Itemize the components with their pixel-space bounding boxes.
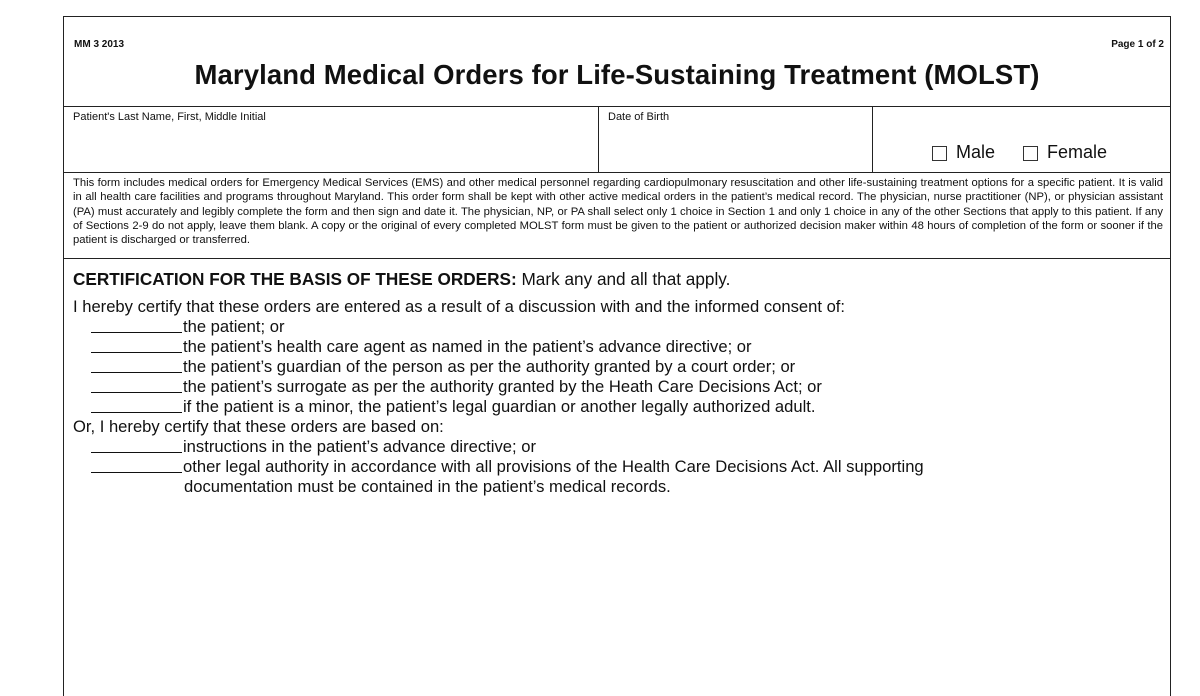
consent-option-label: the patient; or — [183, 317, 285, 336]
intro-text: This form includes medical orders for Emergency Medical Services (EMS) and other medical personnel regarding cardiopulmonary resuscitation and other life-sustaining treatment options for a specific patient. It is valid in all health care facilities and programs throughout Maryland. This order form shall be kept with other active medical orders in the patient’s medical record. The physician, nurse practitioner (NP), or physician assistant (PA) must accurately and legibly complete the form and then sign and date it. The physician, NP, or PA shall select only 1 choice in Section 1 and only 1 choice in any of the other Sections that apply to this patient. If any of Sections 2-9 do not apply, leave them blank. A copy or the original of every completed MOLST form must be given to the patient or authorized decision maker within 48 hours of completion of the form or sooner if the patient is discharged or transferred. — [73, 177, 1163, 247]
consent-blank[interactable] — [91, 337, 182, 353]
consent-option-label: the patient’s guardian of the person as per the authority granted by a court order; or — [183, 357, 796, 376]
based-option — [91, 437, 536, 457]
date-of-birth-field[interactable] — [599, 107, 873, 172]
female-option[interactable] — [1023, 142, 1107, 163]
based-intro: Or, I hereby certify that these orders are based on: — [73, 417, 444, 436]
date-of-birth-label: Date of Birth — [608, 111, 670, 123]
form-header — [64, 17, 1170, 107]
based-option-label: other legal authority in accordance with all provisions of the Health Care Decisions Act. All supporting — [183, 457, 924, 476]
male-label: Male — [956, 142, 996, 162]
consent-option — [91, 317, 284, 337]
consent-blank[interactable] — [91, 377, 182, 393]
certification-heading: CERTIFICATION FOR THE BASIS OF THESE ORDERS: — [73, 269, 517, 289]
consent-option — [91, 377, 822, 397]
patient-name-field[interactable] — [64, 107, 599, 172]
consent-blank[interactable] — [91, 397, 182, 413]
gender-cell — [874, 107, 1170, 172]
consent-option — [91, 357, 795, 377]
form-code: MM 3 2013 — [74, 39, 125, 50]
based-option — [91, 457, 924, 477]
consent-blank[interactable] — [91, 317, 182, 333]
male-checkbox[interactable] — [932, 146, 947, 161]
based-continuation: documentation must be contained in the patient’s medical records. — [184, 477, 671, 496]
patient-name-label: Patient's Last Name, First, Middle Initial — [73, 111, 266, 123]
based-blank[interactable] — [91, 437, 182, 453]
consent-intro: I hereby certify that these orders are entered as a result of a discussion with and the informed consent of: — [73, 297, 846, 316]
female-checkbox[interactable] — [1023, 146, 1038, 161]
certification-heading-line — [73, 269, 730, 290]
consent-blank[interactable] — [91, 357, 182, 373]
female-label: Female — [1047, 142, 1108, 162]
patient-info-row — [64, 107, 1170, 173]
page-number: Page 1 of 2 — [1111, 39, 1164, 50]
consent-option — [91, 337, 752, 357]
consent-option-label: the patient’s surrogate as per the authority granted by the Heath Care Decisions Act; or — [183, 377, 822, 396]
consent-option-label: the patient’s health care agent as named in the patient’s advance directive; or — [183, 337, 752, 356]
based-option-label: instructions in the patient’s advance directive; or — [183, 437, 536, 456]
form-title: Maryland Medical Orders for Life-Sustaining Treatment (MOLST) — [194, 59, 1040, 90]
consent-option — [91, 397, 816, 417]
based-blank[interactable] — [91, 457, 182, 473]
intro-section — [64, 173, 1170, 259]
molst-form — [63, 16, 1171, 696]
male-option[interactable] — [932, 142, 995, 163]
consent-option-label: if the patient is a minor, the patient’s legal guardian or another legally authorized adult. — [183, 397, 816, 416]
certification-instruction: Mark any and all that apply. — [521, 269, 731, 289]
